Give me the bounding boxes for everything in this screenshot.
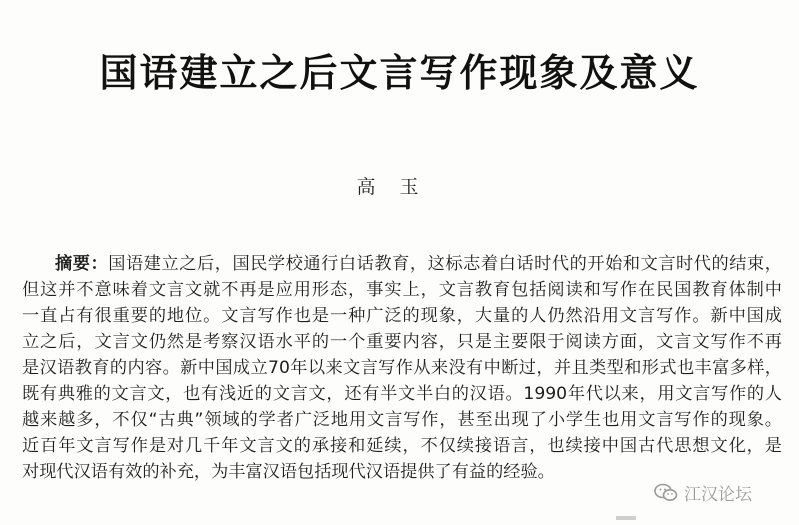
abstract-line: 是汉语教育的内容。新中国成立70年以来文言写作从来没有中断过，并且类型和形式也丰富多样， — [22, 358, 782, 378]
abstract-line: 但这并不意味着文言文就不再是应用形态，事实上，文言教育包括阅读和写作在民国教育体制中 — [22, 280, 782, 300]
paper-title: 国语建立之后文言写作现象及意义 — [99, 50, 700, 95]
abstract — [22, 251, 782, 485]
watermark — [654, 480, 752, 505]
abstract-line: 近百年文言写作是对几千年文言文的承接和延续，不仅续接语言，也续接中国古代思想文化，是 — [22, 436, 782, 456]
abstract-line: 对现代汉语有效的补充，为丰富汉语包括现代汉语提供了有益的经验。 — [22, 462, 555, 482]
abstract-line: 既有典雅的文言文，也有浅近的文言文，还有半文半白的汉语。1990年代以来，用文言写作的人 — [22, 384, 782, 404]
abstract-label: 摘要： — [55, 254, 109, 274]
abstract-line-text: 国语建立之后，国民学校通行白话教育，这标志着白话时代的开始和文言时代的结束， — [108, 254, 782, 274]
page-edge-mark — [616, 516, 636, 520]
wechat-icon — [654, 483, 678, 503]
abstract-line: 一直占有很重要的地位。文言写作也是一种广泛的现象，大量的人仍然沿用文言写作。新中国成 — [22, 306, 782, 326]
paper-author: 高玉 — [356, 176, 443, 198]
abstract-line: 越来越多，不仅“古典”领域的学者广泛地用文言写作，甚至出现了小学生也用文言写作的现象。 — [22, 410, 782, 430]
abstract-line — [22, 251, 782, 277]
abstract-line: 立之后，文言文仍然是考察汉语水平的一个重要内容，只是主要限于阅读方面，文言文写作不再 — [22, 332, 782, 352]
watermark-text: 江汉论坛 — [684, 485, 752, 505]
